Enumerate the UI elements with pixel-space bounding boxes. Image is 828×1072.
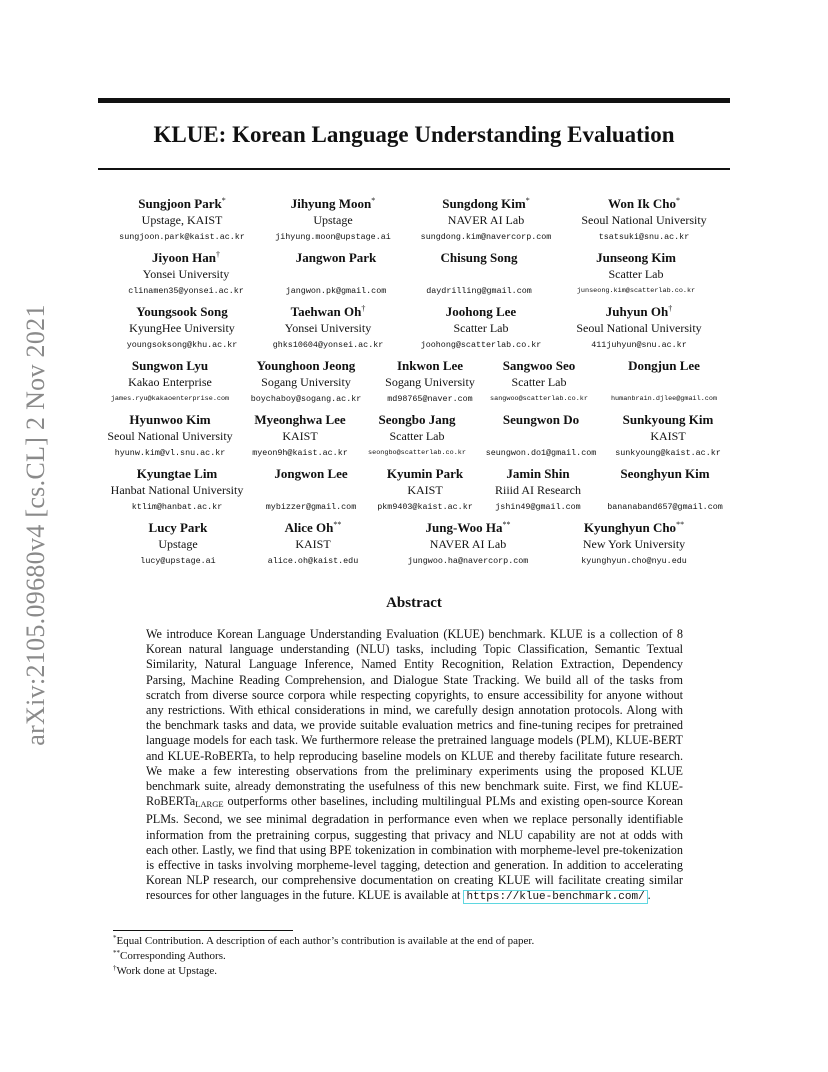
- author-entry: [490, 358, 588, 406]
- author-affiliation: KAIST: [295, 537, 331, 551]
- author-affiliation: Scatter Lab: [511, 375, 567, 389]
- author-entry: [377, 466, 473, 514]
- author-name-text: Hyunwoo Kim: [129, 412, 211, 427]
- author-affiliation: NAVER AI Lab: [429, 537, 507, 551]
- author-mark: †: [668, 304, 673, 313]
- title-top-rule: [98, 98, 730, 103]
- author-affiliation: KAIST: [282, 429, 318, 443]
- author-name-text: Taehwan Oh: [290, 304, 362, 319]
- author-email[interactable]: daydrilling@gmail.com: [426, 286, 532, 296]
- author-name: [611, 358, 717, 374]
- footnote-text: Corresponding Authors.: [120, 950, 226, 962]
- footnote-corresponding-authors: [113, 949, 226, 963]
- author-entry: [111, 466, 244, 514]
- author-name: [490, 358, 588, 374]
- author-affiliation: Kakao Enterprise: [128, 375, 212, 389]
- author-name: [615, 412, 721, 428]
- author-entry: [421, 196, 552, 244]
- author-name-text: Jangwon Park: [295, 250, 377, 265]
- author-name: [576, 304, 701, 320]
- author-affiliation: Sogang University: [385, 375, 475, 389]
- author-affiliation: [611, 374, 717, 390]
- author-name-text: Kyumin Park: [386, 466, 464, 481]
- author-entry: [576, 304, 701, 352]
- author-affiliation: Upstage, KAIST: [141, 213, 223, 227]
- author-entry: [140, 520, 215, 568]
- author-email[interactable]: jungwoo.ha@navercorp.com: [407, 556, 529, 566]
- author-affiliation: Seoul National University: [107, 429, 233, 443]
- author-name-text: Sunkyoung Kim: [622, 412, 714, 427]
- author-name: [275, 196, 391, 212]
- author-entry: [266, 466, 356, 514]
- footnote-text: Work done at Upstage.: [116, 965, 218, 977]
- author-name-text: Juhyun Oh: [605, 304, 669, 319]
- author-name: [607, 466, 723, 482]
- author-name-text: Inkwon Lee: [396, 358, 464, 373]
- author-email[interactable]: ktlim@hanbat.ac.kr: [131, 502, 223, 512]
- author-email[interactable]: mybizzer@gmail.com: [265, 502, 357, 512]
- author-email[interactable]: junseong.kim@scatterlab.co.kr: [576, 287, 696, 295]
- author-name: [107, 412, 232, 428]
- author-email[interactable]: boychaboy@sogang.ac.kr: [250, 394, 362, 404]
- author-entry: [385, 358, 475, 406]
- author-name: [581, 196, 706, 212]
- author-affiliation: Upstage: [158, 537, 198, 551]
- author-entry: [119, 196, 245, 244]
- author-name: [251, 358, 362, 374]
- footnote-rule: [113, 930, 293, 931]
- author-mark: *: [221, 196, 226, 205]
- author-email[interactable]: alice.oh@kaist.edu: [267, 556, 359, 566]
- author-entry: [408, 520, 529, 568]
- author-name-text: Dongjun Lee: [628, 358, 700, 373]
- author-affiliation: [486, 428, 597, 444]
- author-email[interactable]: sangwoo@scatterlab.co.kr: [490, 395, 588, 403]
- author-email[interactable]: sungjoon.park@kaist.ac.kr: [119, 232, 245, 242]
- author-email[interactable]: ghks10604@yonsei.ac.kr: [272, 340, 384, 350]
- author-email[interactable]: pkm9403@kaist.ac.kr: [377, 502, 473, 512]
- author-entry: [273, 304, 384, 352]
- author-name: [268, 520, 358, 536]
- author-name-text: Jiyoon Han: [152, 250, 216, 265]
- author-email[interactable]: kyunghyun.cho@nyu.edu: [581, 556, 687, 566]
- abstract-text-end: .: [647, 888, 651, 903]
- author-mark: **: [333, 520, 342, 529]
- footnote-mark: †: [113, 964, 117, 972]
- author-affiliation: Seoul National University: [581, 213, 707, 227]
- abstract-text-main: We introduce Korean Language Understanding Evaluation (KLUE) benchmark. KLUE is a collection of 8 Korean natural language understanding (NLU) tasks, including Topic Classification, Semantic Textual Similarity, Natural Language Inference, Named Entity Recognition, Relation Extraction, Dependency Parsing, Machine Reading Comprehension, and Dialogue State Tracking. We build all of the tasks from scratch from diverse source corpora while respecting copyrights, to ensure accessibility for anyone without any restrictions. With ethical considerations in mind, we carefully design annotation protocols. Along with the benchmark tasks and data, we provide suitable evaluation metrics and fine-tuning recipes for pretrained language models for each task. We furthermore release the pretrained language models (PLM), KLUE-BERT and KLUE-RoBERTa, to help reproducing baseline models on KLUE and thereby facilitate future research. We make a few interesting observations from the preliminary experiments using the proposed KLUE benchmark suite, already demonstrating the usefulness of this new benchmark suite. First, we find KLUE-RoBERTa: [146, 627, 683, 809]
- author-name-text: Jung-Woo Ha: [425, 520, 503, 535]
- author-name-text: Seongbo Jang: [378, 412, 456, 427]
- author-name-text: Sangwoo Seo: [502, 358, 576, 373]
- author-name-text: Lucy Park: [148, 520, 208, 535]
- title-bottom-rule: [98, 168, 730, 170]
- author-entry: [495, 466, 581, 514]
- author-name: [408, 520, 529, 536]
- author-affiliation: NAVER AI Lab: [447, 213, 525, 227]
- abstract-heading: Abstract: [386, 595, 442, 611]
- author-affiliation: Seoul National University: [576, 321, 702, 335]
- author-affiliation: [266, 482, 356, 498]
- author-affiliation: [426, 266, 532, 282]
- author-affiliation: Yonsei University: [284, 321, 372, 335]
- author-email[interactable]: tsatsuki@snu.ac.kr: [598, 232, 690, 242]
- author-name: [286, 250, 387, 266]
- author-name: [273, 304, 384, 320]
- abstract-text-continued: outperforms other baselines, including multilingual PLMs and existing open-source Korean PLMs. Second, we see minimal degradation in performance even when we replace personally identifiable information from the pretraining corpus, suggesting that privacy and NLU capability are not at odds with each other. Lastly, we find that using BPE tokenization in combination with morpheme-level pre-tokenization is effective in tasks involving morpheme-level tagging, detection and generation. In addition to accelerating Korean NLP research, our comprehensive documentation on creating KLUE will facilitate creating similar resources for other languages in the future. KLUE is available at: [146, 794, 683, 903]
- benchmark-link[interactable]: https://klue-benchmark.com/: [463, 890, 647, 904]
- author-name: [426, 250, 532, 266]
- author-entry: [581, 520, 687, 568]
- author-email[interactable]: seungwon.do1@gmail.com: [485, 448, 597, 458]
- author-name-text: Myeonghwa Lee: [254, 412, 346, 427]
- author-email[interactable]: myeon9h@kaist.ac.kr: [252, 448, 348, 458]
- author-affiliation: KAIST: [650, 429, 686, 443]
- abstract-body: [146, 627, 683, 906]
- author-name-text: Won Ik Cho: [608, 196, 676, 211]
- author-name-text: Sungjoon Park: [138, 196, 222, 211]
- author-mark: **: [676, 520, 685, 529]
- author-email[interactable]: youngsoksong@khu.ac.kr: [126, 340, 238, 350]
- footnote-mark: **: [113, 949, 120, 957]
- footnote-text: Equal Contribution. A description of each author’s contribution is available at the end of paper.: [116, 935, 535, 947]
- author-affiliation: Scatter Lab: [453, 321, 509, 335]
- author-name-text: Kyunghyun Cho: [583, 520, 677, 535]
- author-mark: *: [371, 196, 376, 205]
- author-name: [421, 304, 542, 320]
- author-entry: [127, 304, 238, 352]
- author-email[interactable]: md98765@naver.com: [387, 394, 473, 404]
- author-name-text: Chisung Song: [440, 250, 518, 265]
- author-entry: [486, 412, 597, 460]
- paper-title: KLUE: Korean Language Understanding Evaluation: [153, 122, 675, 147]
- author-name: [111, 358, 229, 374]
- author-entry: [607, 466, 723, 514]
- author-mark: **: [502, 520, 511, 529]
- author-name-text: Seungwon Do: [502, 412, 580, 427]
- author-name: [266, 466, 356, 482]
- author-entry: [268, 520, 358, 568]
- author-entry: [251, 358, 362, 406]
- author-email[interactable]: bananaband657@gmail.com: [607, 502, 723, 512]
- author-name-text: Kyungtae Lim: [136, 466, 218, 481]
- author-email[interactable]: jihyung.moon@upstage.ai: [275, 232, 391, 242]
- author-mark: †: [215, 250, 220, 259]
- author-name-text: Joohong Lee: [445, 304, 517, 319]
- author-name: [581, 520, 687, 536]
- author-name: [111, 466, 244, 482]
- author-name: [368, 412, 466, 428]
- author-name: [127, 304, 238, 320]
- author-affiliation: [607, 482, 723, 498]
- author-email[interactable]: sunkyoung@kaist.ac.kr: [615, 448, 721, 458]
- author-affiliation: KAIST: [407, 483, 443, 497]
- author-entry: [111, 358, 229, 406]
- author-entry: [577, 250, 695, 298]
- author-mark: *: [525, 196, 530, 205]
- author-entry: [107, 412, 232, 460]
- author-entry: [128, 250, 244, 298]
- author-name: [377, 466, 473, 482]
- author-name-text: Seonghyun Kim: [620, 466, 710, 481]
- footnote-mark: *: [113, 934, 117, 942]
- author-affiliation: Upstage: [313, 213, 353, 227]
- author-name: [252, 412, 348, 428]
- author-name-text: Jamin Shin: [506, 466, 570, 481]
- author-affiliation: Scatter Lab: [389, 429, 445, 443]
- author-name-text: Youngsook Song: [136, 304, 228, 319]
- author-entry: [615, 412, 721, 460]
- author-name: [140, 520, 215, 536]
- author-mark: †: [361, 304, 366, 313]
- author-affiliation: Scatter Lab: [608, 267, 664, 281]
- author-entry: [421, 304, 542, 352]
- author-entry: [368, 412, 466, 460]
- author-entry: [581, 196, 706, 244]
- arxiv-identifier-text: arXiv:2105.09680v4 [cs.CL] 2 Nov 2021: [21, 304, 50, 746]
- author-name: [421, 196, 552, 212]
- author-affiliation: [286, 266, 387, 282]
- author-name: [486, 412, 597, 428]
- footnote-work-at-upstage: [113, 964, 217, 978]
- arxiv-identifier-stamp: [16, 290, 56, 760]
- author-name: [119, 196, 245, 212]
- author-email[interactable]: jangwon.pk@gmail.com: [285, 286, 387, 296]
- author-email[interactable]: seongbo@scatterlab.co.kr: [368, 449, 466, 457]
- footnote-equal-contribution: [113, 934, 534, 948]
- author-name-text: Jongwon Lee: [274, 466, 348, 481]
- author-affiliation: Sogang University: [261, 375, 351, 389]
- author-affiliation: KyungHee University: [129, 321, 235, 335]
- author-entry: [286, 250, 387, 298]
- author-affiliation: Riiid AI Research: [495, 483, 581, 497]
- author-email[interactable]: james.ryu@kakaoenterprise.com: [110, 395, 230, 403]
- author-entry: [611, 358, 717, 406]
- author-email[interactable]: 411juhyun@snu.ac.kr: [591, 340, 687, 350]
- author-affiliation: Yonsei University: [142, 267, 230, 281]
- author-name-text: Junseong Kim: [596, 250, 676, 265]
- author-email[interactable]: joohong@scatterlab.co.kr: [420, 340, 542, 350]
- author-email[interactable]: sungdong.kim@navercorp.com: [420, 232, 552, 242]
- author-entry: [252, 412, 348, 460]
- author-name: [385, 358, 475, 374]
- author-entry: [426, 250, 532, 298]
- author-email[interactable]: jshin49@gmail.com: [495, 502, 581, 512]
- author-affiliation: Hanbat National University: [110, 483, 244, 497]
- author-email[interactable]: clinamen35@yonsei.ac.kr: [128, 286, 244, 296]
- author-name-text: Alice Oh: [284, 520, 334, 535]
- author-email[interactable]: lucy@upstage.ai: [140, 556, 216, 566]
- author-name-text: Sungwon Lyu: [131, 358, 209, 373]
- author-affiliation: New York University: [582, 537, 686, 551]
- author-name: [495, 466, 581, 482]
- author-name: [128, 250, 244, 266]
- author-name: [577, 250, 695, 266]
- author-entry: [275, 196, 391, 244]
- author-mark: *: [675, 196, 680, 205]
- author-email[interactable]: hyunw.kim@vl.snu.ac.kr: [114, 448, 226, 458]
- author-name-text: Sungdong Kim: [442, 196, 526, 211]
- author-name-text: Younghoon Jeong: [256, 358, 356, 373]
- author-email[interactable]: humanbrain.djlee@gmail.com: [610, 395, 718, 403]
- author-name-text: Jihyung Moon: [290, 196, 372, 211]
- abstract-subscript-large: LARGE: [195, 799, 224, 810]
